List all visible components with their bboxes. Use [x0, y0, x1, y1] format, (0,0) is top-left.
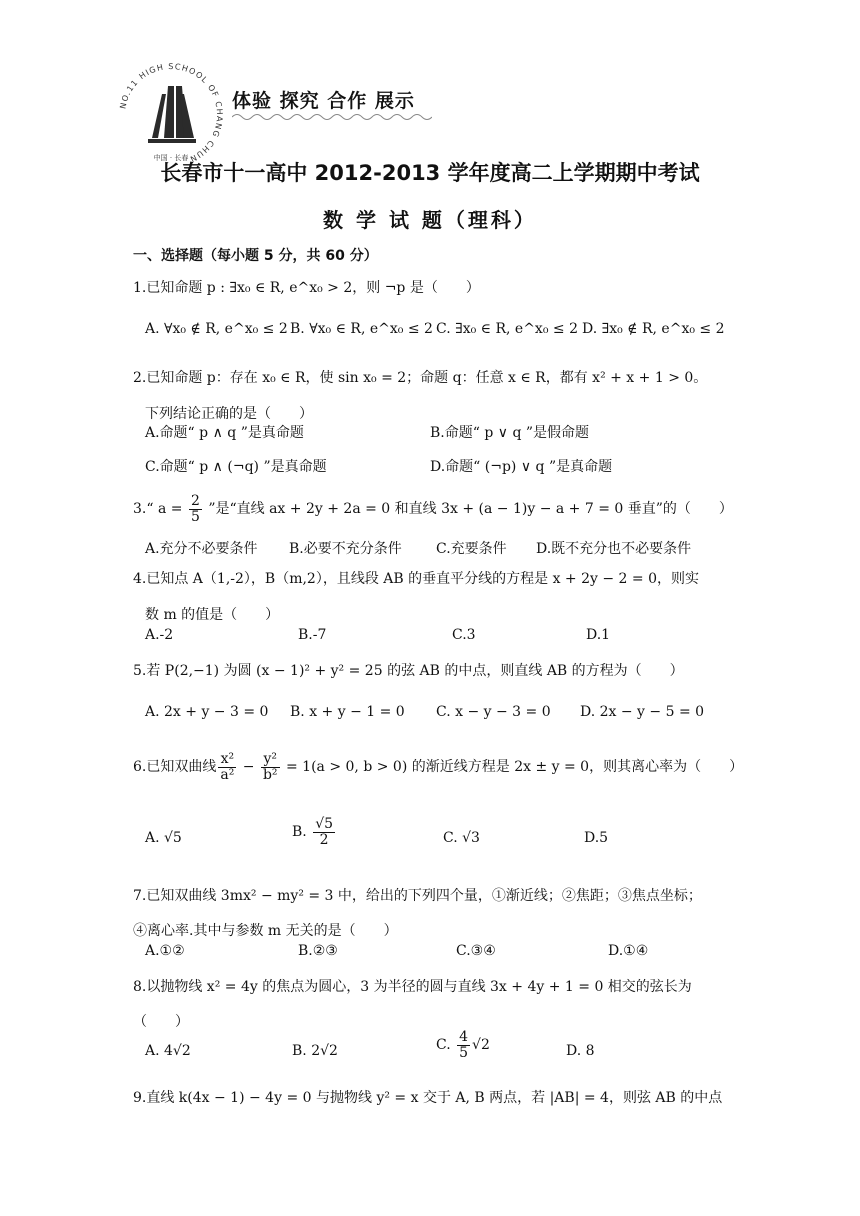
q8-option-c-fraction	[457, 1030, 470, 1060]
q6-minus: −	[238, 759, 259, 776]
q7-stem-2: ④离心率.其中与参数 m 无关的是（ ）	[133, 923, 398, 939]
q7-option-d: D.①④	[608, 943, 649, 959]
q5-option-d: D. 2x − y − 5 = 0	[580, 704, 705, 720]
decorative-wave	[232, 112, 432, 122]
q6-f2-den: b²	[262, 766, 278, 783]
q6-f2-num: y²	[261, 752, 280, 768]
q1-stem: 1.已知命题 p : ∃x₀ ∈ R, e^x₀ > 2，则 ¬p 是（ ）	[133, 280, 480, 296]
q4-stem-2: 数 m 的值是（ ）	[145, 607, 280, 623]
q3-stem-a: 3.“ a =	[133, 501, 187, 518]
q6-option-b-fraction	[313, 817, 335, 847]
q3-fraction	[189, 494, 202, 524]
q6-stem-b: = 1(a > 0, b > 0) 的渐近线方程是 2x ± y = 0，则其离心率为（ ）	[281, 759, 744, 776]
q8-option-c	[436, 1030, 490, 1060]
q8-option-c-tail: √2	[472, 1037, 490, 1054]
q8-option-c-label: C.	[436, 1037, 451, 1054]
q3-option-d: D.既不充分也不必要条件	[536, 541, 692, 557]
q6-fraction-x	[218, 752, 236, 782]
q2-option-d: D.命题“ (¬p) ∨ q ”是真命题	[430, 459, 613, 475]
q6-option-b-label: B.	[292, 824, 307, 841]
q2-option-c: C.命题“ p ∧ (¬q) ”是真命题	[145, 459, 327, 475]
q3-frac-num: 2	[190, 493, 200, 509]
q3-stem	[133, 494, 733, 524]
q8-option-d: D. 8	[566, 1043, 595, 1059]
logo-bottom-text: 中国 · 长春	[153, 154, 189, 162]
q2-option-a: A.命题“ p ∧ q ”是真命题	[145, 425, 304, 441]
q6-f1-num: x²	[218, 752, 236, 768]
q7-stem: 7.已知双曲线 3mx² − my² = 3 中，给出的下列四个量，①渐近线；②焦距；③焦点坐标；	[133, 888, 702, 904]
q4-option-a: A.-2	[145, 627, 174, 643]
exam-subtitle: 数 学 试 题（理科）	[323, 208, 537, 232]
q3-option-b: B.必要不充分条件	[289, 541, 402, 557]
q6-fraction-y	[261, 752, 280, 782]
q5-stem: 5.若 P(2,−1) 为圆 (x − 1)² + y² = 25 的弦 AB 的中点，则直线 AB 的方程为（ ）	[133, 663, 684, 679]
q6-f1-den: a²	[220, 766, 235, 783]
q2-option-b: B.命题“ p ∨ q ”是假命题	[430, 425, 590, 441]
q6-optb-num: √5	[315, 816, 334, 832]
q7-option-b: B.②③	[298, 943, 338, 959]
q8-optc-num: 4	[459, 1029, 469, 1045]
section-heading: 一、选择题（每小题 5 分，共 60 分）	[133, 248, 378, 264]
q3-option-a: A.充分不必要条件	[145, 541, 258, 557]
q3-stem-b: ”是“直线 ax + 2y + 2a = 0 和直线 3x + (a − 1)y − a + 7 = 0 垂直”的（ ）	[203, 501, 733, 518]
q2-stem: 2.已知命题 p：存在 x₀ ∈ R，使 sin x₀ = 2；命题 q：任意 x ∈ R，都有 x² + x + 1 > 0。	[133, 370, 708, 386]
q3-option-c: C.充要条件	[436, 541, 507, 557]
logo-ring-text: NO.11 HIGH SCHOOL OF CHANG CHUN	[118, 61, 225, 164]
q1-option-c: C. ∃x₀ ∈ R, e^x₀ ≤ 2	[436, 321, 578, 337]
q4-option-d: D.1	[586, 627, 611, 643]
school-motto: 体验 探究 合作 展示	[232, 90, 415, 112]
q1-option-b: B. ∀x₀ ∈ R, e^x₀ ≤ 2	[290, 321, 433, 337]
q6-option-d: D.5	[584, 830, 609, 846]
q5-option-a: A. 2x + y − 3 = 0	[145, 704, 269, 720]
q5-option-c: C. x − y − 3 = 0	[436, 704, 551, 720]
q1-option-a: A. ∀x₀ ∉ R, e^x₀ ≤ 2	[145, 321, 288, 337]
q1-option-d: D. ∃x₀ ∉ R, e^x₀ ≤ 2	[582, 321, 725, 337]
q8-stem: 8.以抛物线 x² = 4y 的焦点为圆心，3 为半径的圆与直线 3x + 4y + 1 = 0 相交的弦长为	[133, 979, 692, 995]
q6-option-a: A. √5	[145, 830, 182, 846]
q9-stem: 9.直线 k(4x − 1) − 4y = 0 与抛物线 y² = x 交于 A, B 两点，若 |AB| = 4，则弦 AB 的中点	[133, 1090, 723, 1106]
q5-option-b: B. x + y − 1 = 0	[290, 704, 405, 720]
q8-option-a: A. 4√2	[145, 1043, 191, 1059]
q6-option-b	[292, 817, 337, 847]
q8-stem-2: （ ）	[133, 1014, 189, 1030]
q8-option-b: B. 2√2	[292, 1043, 338, 1059]
q6-option-c: C. √3	[443, 830, 480, 846]
q3-frac-den: 5	[190, 508, 200, 525]
q4-option-c: C.3	[452, 627, 476, 643]
q6-stem	[133, 752, 743, 782]
q2-stem-2: 下列结论正确的是（ ）	[145, 406, 313, 422]
q4-stem: 4.已知点 A（1,-2），B（m,2），且线段 AB 的垂直平分线的方程是 x + 2y − 2 = 0，则实	[133, 571, 700, 587]
q7-option-a: A.①②	[145, 943, 185, 959]
q7-option-c: C.③④	[456, 943, 496, 959]
q8-optc-den: 5	[459, 1044, 469, 1061]
q6-stem-a: 6.已知双曲线	[133, 759, 217, 776]
exam-title: 长春市十一高中 2012-2013 学年度高二上学期期中考试	[160, 161, 700, 185]
q4-option-b: B.-7	[298, 627, 327, 643]
q6-optb-den: 2	[319, 831, 329, 848]
